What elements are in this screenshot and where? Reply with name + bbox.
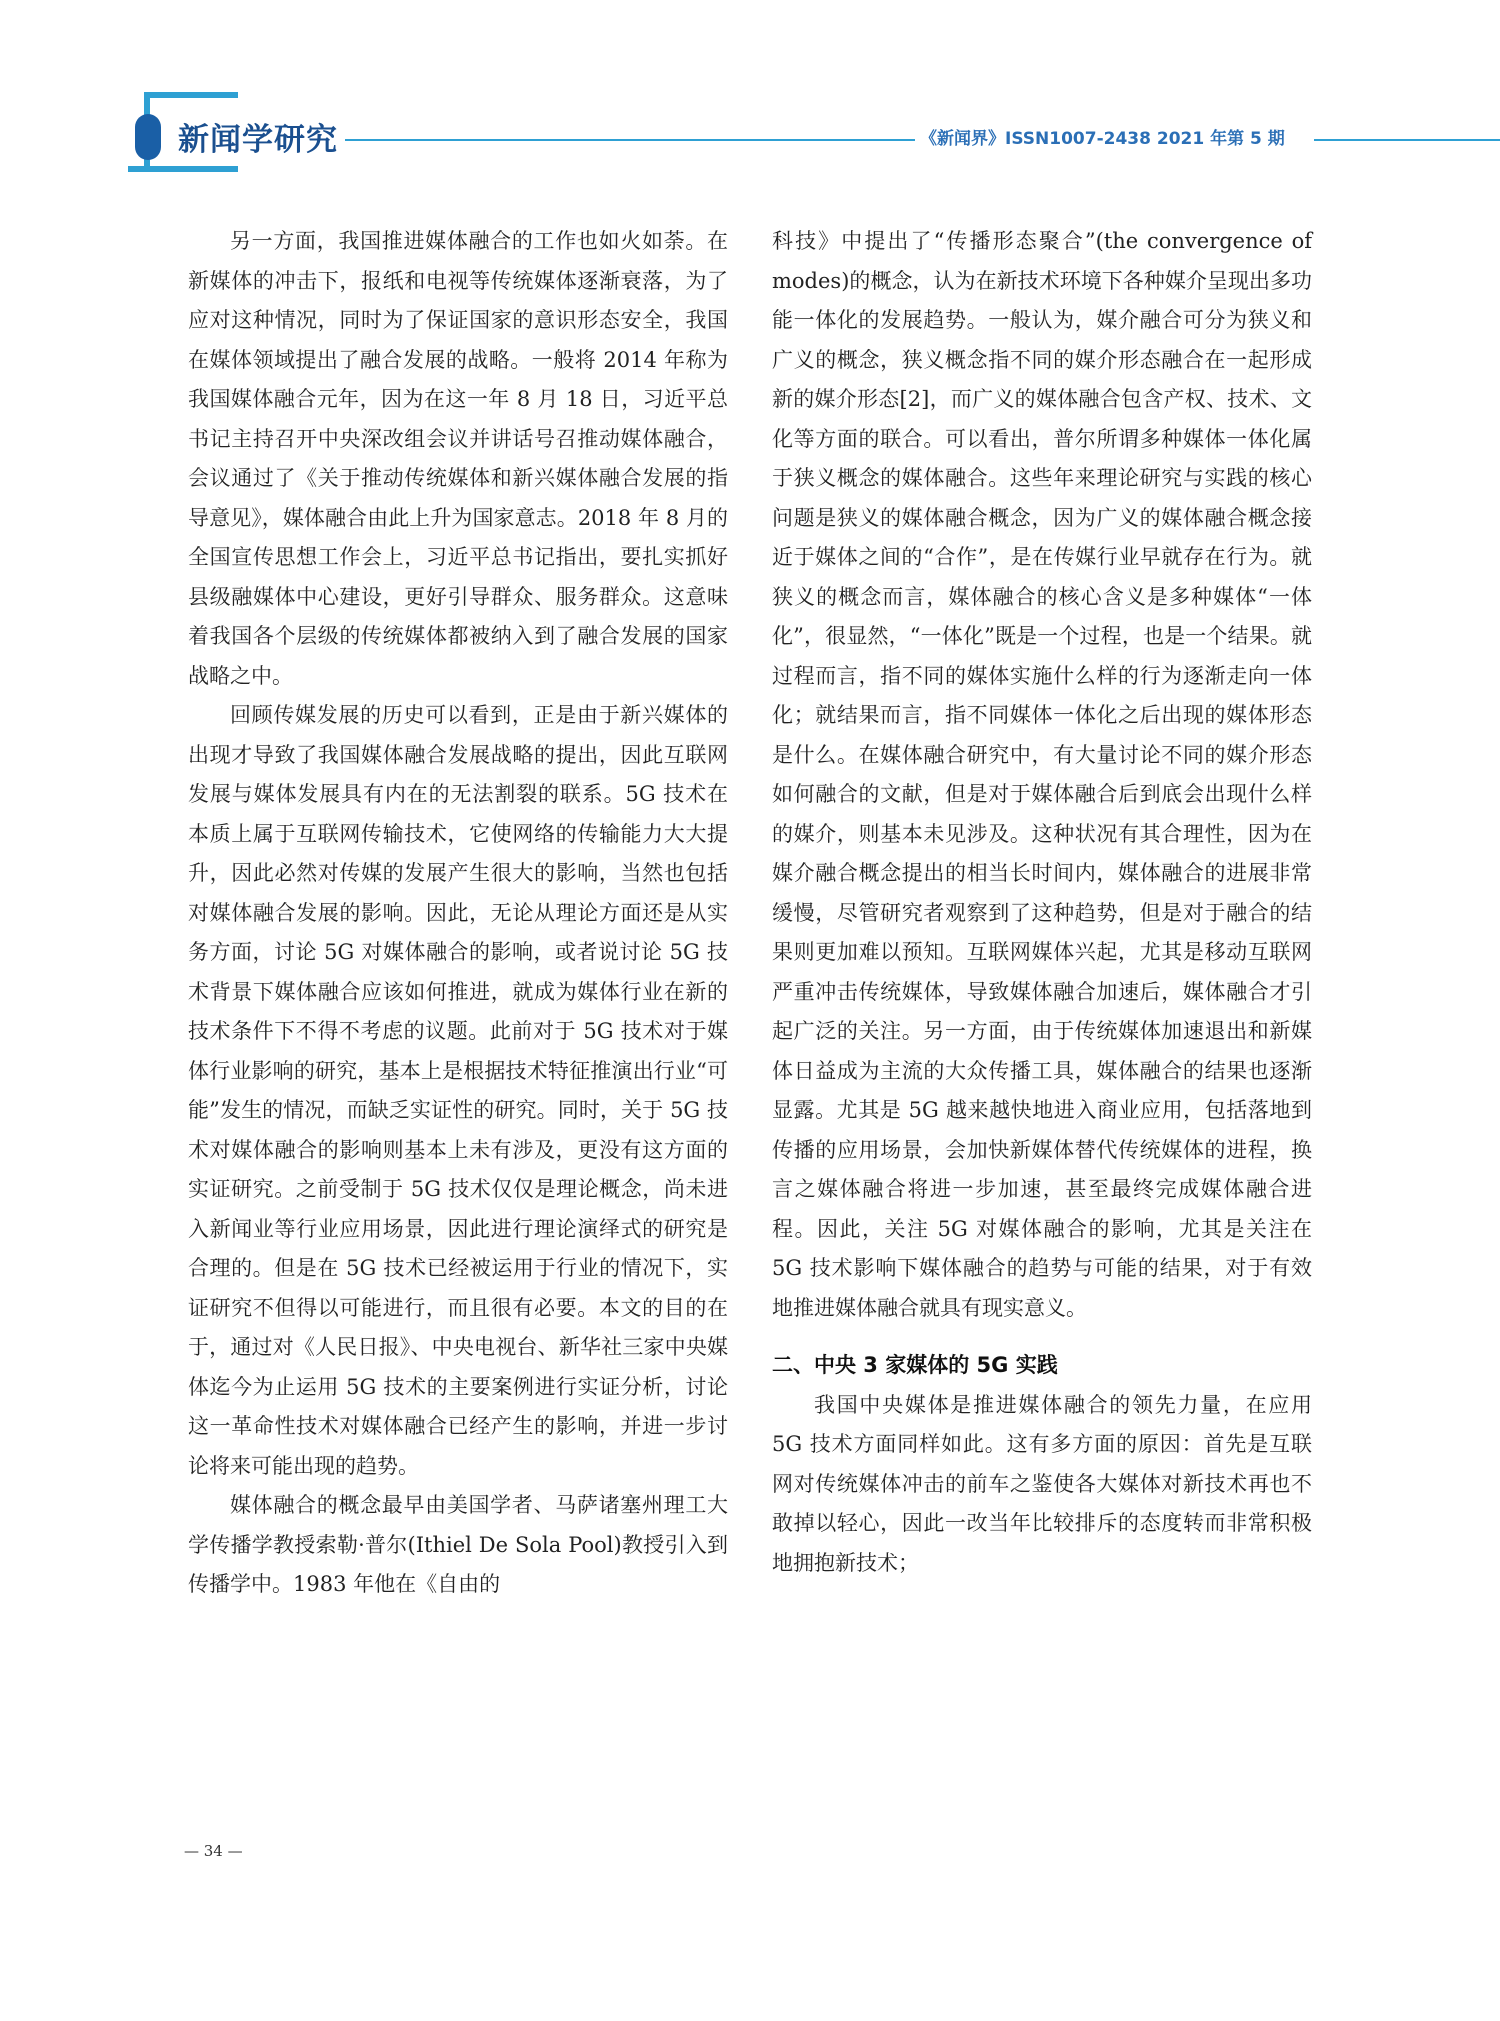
header-rule-left — [345, 139, 915, 141]
header-rule-right — [1314, 139, 1500, 141]
section-heading: 二、中央 3 家媒体的 5G 实践 — [772, 1353, 1058, 1377]
section-title: 新闻学研究 — [178, 122, 338, 158]
logo-frame-bottom — [128, 166, 202, 172]
right-column — [772, 222, 1312, 1583]
page-header — [0, 0, 1500, 200]
journal-logo — [128, 92, 338, 182]
journal-info: 《新闻界》ISSN1007-2438 2021 年第 5 期 — [920, 129, 1285, 149]
paragraph: 回顾传媒发展的历史可以看到，正是由于新兴媒体的出现才导致了我国媒体融合发展战略的提出，因此互联网发展与媒体发展具有内在的无法割裂的联系。5G 技术在本质上属于互联网传输技术，它使网络的传输能力大大提升，因此必然对传媒的发展产生很大的影响，当然也包括对媒体融合发展的影响。因此，无论从理论方面还是从实务方面，讨论 5G 对媒体融合的影响，或者说讨论 5G 技术背景下媒体融合应该如何推进，就成为媒体行业在新的技术条件下不得不考虑的议题。此前对于 5G 技术对于媒体行业影响的研究，基本上是根据技术特征推演出行业“可能”发生的情况，而缺乏实证性的研究。同时，关于 5G 技术对媒体融合的影响则基本上未有涉及，更没有这方面的实证研究。之前受制于 5G 技术仅仅是理论概念，尚未进入新闻业等行业应用场景，因此进行理论演绎式的研究是合理的。但是在 5G 技术已经被运用于行业的情况下，实证研究不但得以可能进行，而且很有必要。本文的目的在于，通过对《人民日报》、中央电视台、新华社三家中央媒体迄今为止运用 5G 技术的主要案例进行实证分析，讨论这一革命性技术对媒体融合已经产生的影响，并进一步讨论将来可能出现的趋势。 — [188, 703, 728, 1478]
paragraph: 媒体融合的概念最早由美国学者、马萨诸塞州理工大学传播学教授索勒·普尔(Ithiel De Sola Pool)教授引入到传播学中。1983 年他在《自由的 — [188, 1493, 728, 1596]
paragraph: 我国中央媒体是推进媒体融合的领先力量，在应用 5G 技术方面同样如此。这有多方面的原因：首先是互联网对传统媒体冲击的前车之鉴使各大媒体对新技术再也不敢掉以轻心，因此一改当年比较排斥的态度转而非常积极地拥抱新技术； — [772, 1392, 1312, 1575]
left-column — [188, 222, 728, 1605]
paragraph-continued: 科技》中提出了“传播形态聚合”(the convergence of modes)的概念，认为在新技术环境下各种媒介呈现出多功能一体化的发展趋势。一般认为，媒介融合可分为狭义和广义的概念，狭义概念指不同的媒介形态融合在一起形成新的媒介形态[2]，而广义的媒体融合包含产权、技术、文化等方面的联合。可以看出，普尔所谓多种媒体一体化属于狭义概念的媒体融合。这些年来理论研究与实践的核心问题是狭义的媒体融合概念，因为广义的媒体融合概念接近于媒体之间的“合作”，是在传媒行业早就存在行为。就狭义的概念而言，媒体融合的核心含义是多种媒体“一体化”，很显然，“一体化”既是一个过程，也是一个结果。就过程而言，指不同的媒体实施什么样的行为逐渐走向一体化；就结果而言，指不同媒体一体化之后出现的媒体形态是什么。在媒体融合研究中，有大量讨论不同的媒介形态如何融合的文献，但是对于媒体融合后到底会出现什么样的媒介，则基本未见涉及。这种状况有其合理性，因为在媒介融合概念提出的相当长时间内，媒体融合的进展非常缓慢，尽管研究者观察到了这种趋势，但是对于融合的结果则更加难以预知。互联网媒体兴起，尤其是移动互联网严重冲击传统媒体，导致媒体融合加速后，媒体融合才引起广泛的关注。另一方面，由于传统媒体加速退出和新媒体日益成为主流的大众传播工具，媒体融合的结果也逐渐显露。尤其是 5G 越来越快地进入商业应用，包括落地到传播的应用场景，会加快新媒体替代传统媒体的进程，换言之媒体融合将进一步加速，甚至最终完成媒体融合进程。因此，关注 5G 对媒体融合的影响，尤其是关注在 5G 技术影响下媒体融合的趋势与可能的结果，对于有效地推进媒体融合就具有现实意义。 — [772, 229, 1312, 1320]
paragraph: 另一方面，我国推进媒体融合的工作也如火如荼。在新媒体的冲击下，报纸和电视等传统媒体逐渐衰落，为了应对这种情况，同时为了保证国家的意识形态安全，我国在媒体领域提出了融合发展的战略。一般将 2014 年称为我国媒体融合元年，因为在这一年 8 月 18 日，习近平总书记主持召开中央深改组会议并讲话号召推动媒体融合，会议通过了《关于推动传统媒体和新兴媒体融合发展的指导意见》，媒体融合由此上升为国家意志。2018 年 8 月的全国宣传思想工作会上，习近平总书记指出，要扎实抓好县级融媒体中心建设，更好引导群众、服务群众。这意味着我国各个层级的传统媒体都被纳入到了融合发展的国家战略之中。 — [188, 229, 728, 688]
microphone-icon — [135, 114, 161, 160]
page-number: — 34 — — [184, 1842, 243, 1860]
